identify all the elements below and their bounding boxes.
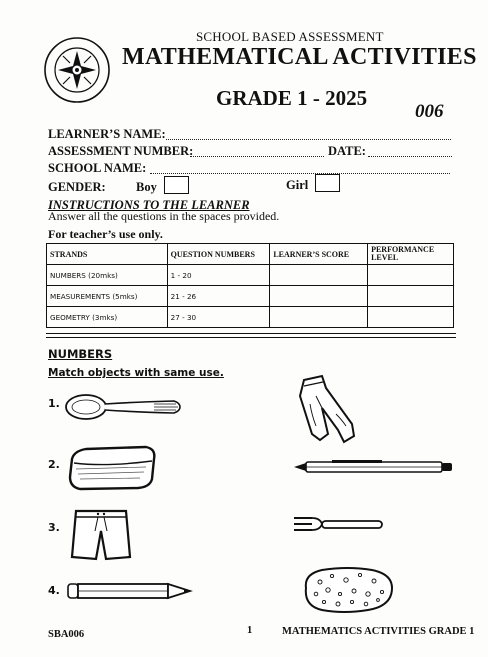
instructions-text: Answer all the questions in the spaces provided. [48,209,280,223]
school-name-field[interactable] [150,173,450,174]
table-cell: 1 - 20 [167,265,270,286]
learner-name-field[interactable] [166,139,451,140]
paper-code: 006 [415,101,444,122]
section-heading: NUMBERS [48,347,113,361]
school-name-label: SCHOOL NAME: [48,161,147,175]
question-number: 2. [48,458,60,471]
table-header-cell: QUESTION NUMBERS [167,244,270,265]
girl-label: Girl [286,178,309,192]
pencil-icon[interactable] [66,580,196,602]
table-row [47,286,454,307]
fork-icon[interactable] [292,514,386,538]
pen-icon[interactable] [292,458,456,476]
trousers-icon[interactable] [292,374,364,446]
footer-subject: MATHEMATICS ACTIVITIES GRADE 1 [282,626,475,637]
date-label: DATE: [328,144,366,158]
table-header-row [47,244,454,265]
teacher-use-label: For teacher’s use only. [48,227,163,241]
girl-checkbox[interactable] [315,174,340,192]
section-divider [46,337,456,338]
boy-label: Boy [136,180,157,194]
document-title: MATHEMATICAL ACTIVITIES [122,44,477,70]
table-cell: MEASUREMENTS (5mks) [47,286,168,307]
section-divider [46,333,456,334]
spoon-icon[interactable] [64,392,182,422]
table-row [47,265,454,286]
section-instruction: Match objects with same use. [48,367,224,379]
date-field[interactable] [368,156,452,157]
assessment-number-label: ASSESSMENT NUMBER: [48,144,194,158]
table-header-cell: LEARNER’S SCORE [270,244,368,265]
table-cell: 21 - 26 [167,286,270,307]
compass-logo-icon [43,36,111,104]
sponge-icon[interactable] [300,564,396,614]
learner-score-cell[interactable] [270,307,368,328]
learner-name-label: LEARNER’S NAME: [48,127,166,141]
eraser-icon[interactable] [66,443,160,493]
performance-level-cell[interactable] [368,307,454,328]
strands-table [46,243,454,328]
footer-code: SBA006 [48,629,85,640]
question-number: 1. [48,397,60,410]
learner-score-cell[interactable] [270,286,368,307]
shorts-icon[interactable] [68,507,134,563]
learner-score-cell[interactable] [270,265,368,286]
performance-level-cell[interactable] [368,265,454,286]
page-number: 1 [247,625,253,636]
gender-label: GENDER: [48,180,106,194]
grade-heading: GRADE 1 - 2025 [216,86,368,110]
assessment-heading: SCHOOL BASED ASSESSMENT [196,29,384,44]
question-number: 3. [48,521,60,534]
performance-level-cell[interactable] [368,286,454,307]
instructions-heading: INSTRUCTIONS TO THE LEARNER [48,198,250,212]
table-cell: 27 - 30 [167,307,270,328]
table-cell: GEOMETRY (3mks) [47,307,168,328]
assessment-number-field[interactable] [190,156,324,157]
table-row [47,307,454,328]
table-header-cell: STRANDS [47,244,168,265]
table-header-cell: PERFORMANCE LEVEL [368,244,454,265]
question-number: 4. [48,584,60,597]
boy-checkbox[interactable] [164,176,189,194]
table-cell: NUMBERS (20mks) [47,265,168,286]
